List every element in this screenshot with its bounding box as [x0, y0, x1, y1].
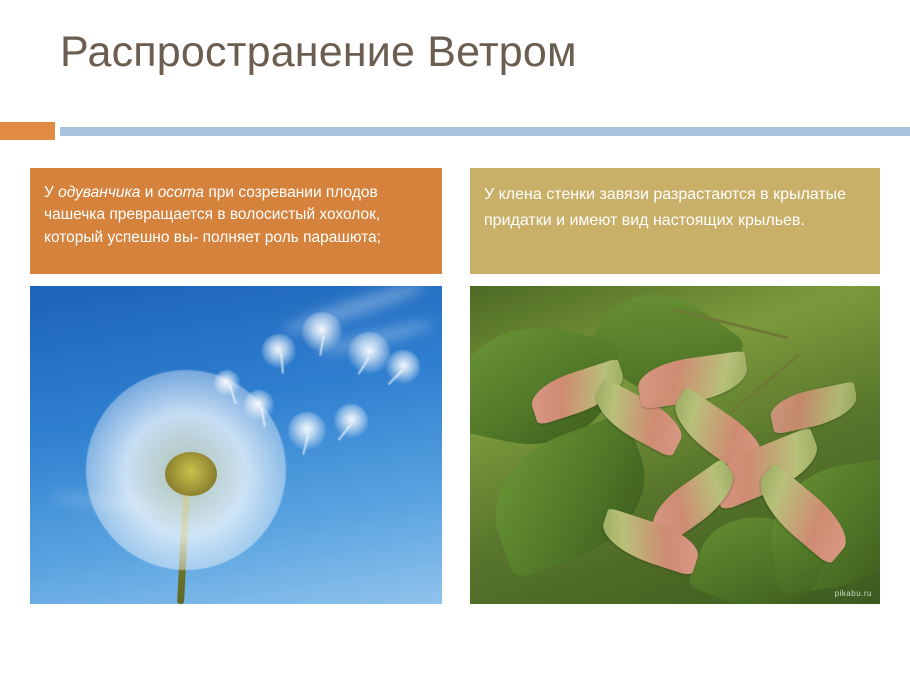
- dandelion-seedhead-core: [165, 452, 217, 496]
- maple-samaras-photo: [470, 286, 880, 604]
- accent-bar: [0, 122, 55, 140]
- caption-right-line3: настоящих крыльев.: [652, 212, 805, 230]
- dandelion-photo: [30, 286, 442, 604]
- caption-right: [470, 168, 880, 274]
- caption-right-line2: в крылатые придатки и имеют вид: [484, 186, 847, 230]
- caption-left-line2: плодов чашечка превращается в: [44, 184, 378, 224]
- maple-samara: [767, 381, 861, 435]
- caption-left-em-dandelion: одуванчика: [58, 184, 141, 201]
- caption-right-line1: У клена стенки завязи разрастаются: [484, 186, 756, 203]
- caption-left-em-sowthistle: осота: [157, 184, 205, 201]
- page-title: Распространение Ветром: [60, 28, 577, 76]
- caption-left-line3: волосистый хохолок, который успешно вы-: [44, 206, 381, 246]
- caption-left-line1-a: У: [44, 184, 59, 201]
- caption-left-line4: полняет роль парашюта;: [202, 228, 381, 246]
- caption-left-line1-c: при созревании: [204, 184, 322, 201]
- caption-left: [30, 168, 442, 274]
- caption-left-line1-b: и: [140, 184, 158, 201]
- photo-watermark: pikabu.ru: [834, 589, 872, 598]
- divider-bar: [60, 127, 910, 136]
